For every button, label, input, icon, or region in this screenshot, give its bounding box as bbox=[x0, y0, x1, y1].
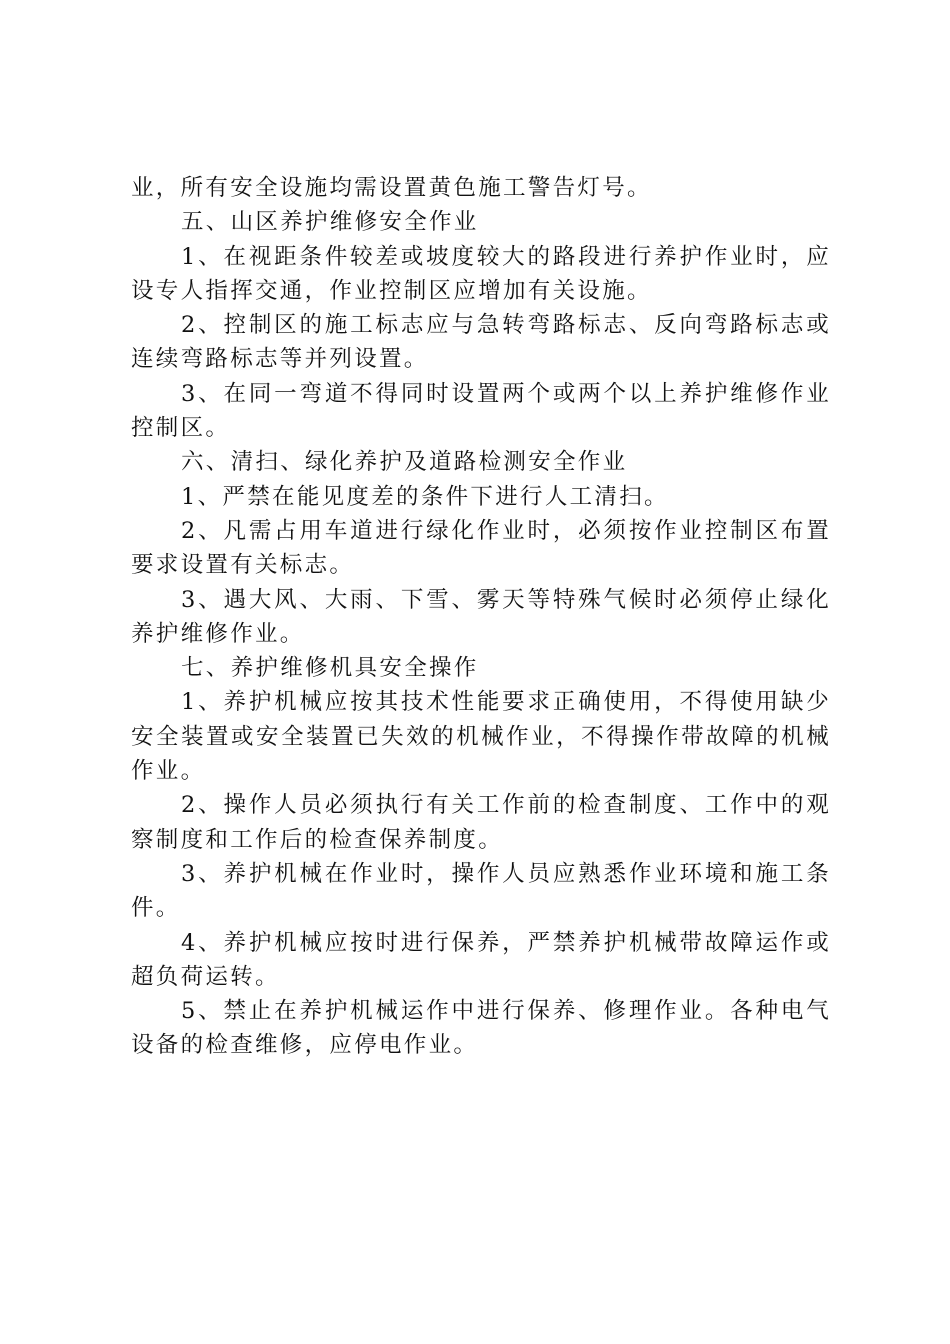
section-heading-6: 六、清扫、绿化养护及道路检测安全作业 bbox=[181, 449, 628, 476]
paragraph-7-1: 1、养护机械应按其技术性能要求正确使用，不得使用缺少安全装置或安全装置已失效的机械作业，不得操作带故障的机械作业。 bbox=[131, 689, 831, 785]
paragraph-6-2: 2、凡需占用车道进行绿化作业时，必须按作业控制区布置要求设置有关标志。 bbox=[131, 517, 831, 579]
paragraph-7-3: 3、养护机械在作业时，操作人员应熟悉作业环境和施工条件。 bbox=[131, 860, 831, 922]
paragraph-7-5: 5、禁止在养护机械运作中进行保养、修理作业。各种电气设备的检查维修，应停电作业。 bbox=[131, 998, 831, 1059]
paragraph-continuation: 业，所有安全设施均需设置黄色施工警告灯号。 bbox=[131, 175, 652, 201]
paragraph-6-3: 3、遇大风、大雨、下雪、雾天等特殊气候时必须停止绿化养护维修作业。 bbox=[131, 586, 831, 647]
document-body bbox=[131, 171, 831, 1063]
section-heading-7: 七、养护维修机具安全操作 bbox=[181, 655, 479, 682]
section-heading-5: 五、山区养护维修安全作业 bbox=[181, 209, 479, 236]
paragraph-5-3: 3、在同一弯道不得同时设置两个或两个以上养护维修作业控制区。 bbox=[131, 380, 831, 442]
paragraph-7-4: 4、养护机械应按时进行保养，严禁养护机械带故障运作或超负荷运转。 bbox=[131, 929, 831, 990]
paragraph-7-2: 2、操作人员必须执行有关工作前的检查制度、工作中的观察制度和工作后的检查保养制度。 bbox=[131, 792, 831, 853]
paragraph-5-1: 1、在视距条件较差或坡度较大的路段进行养护作业时，应设专人指挥交通，作业控制区应增加有关设施。 bbox=[131, 243, 831, 304]
paragraph-6-1: 1、严禁在能见度差的条件下进行人工清扫。 bbox=[181, 483, 669, 510]
paragraph-5-2: 2、控制区的施工标志应与急转弯路标志、反向弯路标志或连续弯路标志等并列设置。 bbox=[131, 312, 831, 373]
